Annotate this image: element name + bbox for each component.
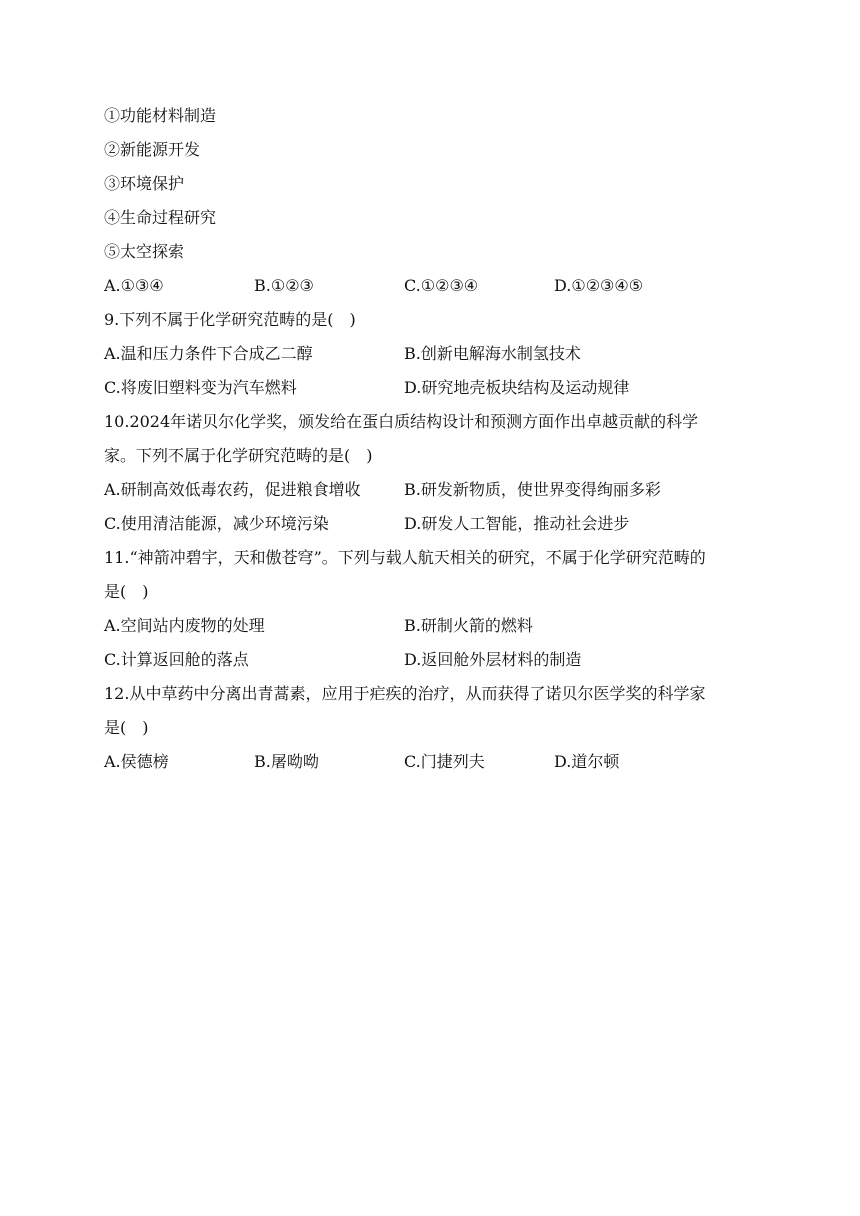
q12-option-b: B.屠呦呦 xyxy=(254,752,319,771)
q11-option-d: D.返回舱外层材料的制造 xyxy=(404,650,582,669)
q11-option-b: B.研制火箭的燃料 xyxy=(404,616,533,635)
q10-option-a: A.研制高效低毒农药，促进粮食增收 xyxy=(104,480,361,499)
q12-option-d: D.道尔顿 xyxy=(554,752,620,771)
q12-stem-line-1: 12.从中草药中分离出青蒿素，应用于疟疾的治疗，从而获得了诺贝尔医学奖的科学家 xyxy=(104,684,706,703)
q9-options-row-1 xyxy=(104,337,764,371)
q11-options-row-2 xyxy=(104,643,764,677)
q9-options-row-2 xyxy=(104,371,764,405)
q11-options-row-1 xyxy=(104,609,764,643)
q8-options xyxy=(104,269,764,303)
q10-options-row-1 xyxy=(104,473,764,507)
q10-stem-line-2: 家。下列不属于化学研究范畴的是( ) xyxy=(104,446,373,465)
q10-option-b: B.研发新物质，使世界变得绚丽多彩 xyxy=(404,480,661,499)
q8-item-1: ①功能材料制造 xyxy=(104,106,217,125)
q9-option-c: C.将废旧塑料变为汽车燃料 xyxy=(104,378,297,397)
q12-stem-line-2: 是( ) xyxy=(104,718,149,737)
q8-option-a: A.①③④ xyxy=(104,276,164,295)
q11-option-c: C.计算返回舱的落点 xyxy=(104,650,249,669)
q8-item-5: ⑤太空探索 xyxy=(104,242,185,261)
q11-stem-line-1: 11.“神箭冲碧宇，天和傲苍穹”。下列与载人航天相关的研究，不属于化学研究范畴的 xyxy=(104,548,706,567)
q10-options-row-2 xyxy=(104,507,764,541)
q9-stem: 9.下列不属于化学研究范畴的是( ) xyxy=(104,310,356,329)
q12-option-a: A.侯德榜 xyxy=(104,752,169,771)
q9-option-a: A.温和压力条件下合成乙二醇 xyxy=(104,344,313,363)
q12-option-c: C.门捷列夫 xyxy=(404,752,485,771)
q10-stem-line-1: 10.2024年诺贝尔化学奖，颁发给在蛋白质结构设计和预测方面作出卓越贡献的科学 xyxy=(104,412,699,431)
q8-option-c: C.①②③④ xyxy=(404,276,479,295)
q9-option-d: D.研究地壳板块结构及运动规律 xyxy=(404,378,630,397)
q10-option-d: D.研发人工智能，推动社会进步 xyxy=(404,514,630,533)
exam-page xyxy=(104,99,764,779)
q8-item-2: ②新能源开发 xyxy=(104,140,201,159)
q12-options xyxy=(104,745,764,779)
q11-stem-line-2: 是( ) xyxy=(104,582,149,601)
q11-option-a: A.空间站内废物的处理 xyxy=(104,616,265,635)
q9-option-b: B.创新电解海水制氢技术 xyxy=(404,344,581,363)
q8-item-4: ④生命过程研究 xyxy=(104,208,217,227)
q8-option-b: B.①②③ xyxy=(254,276,314,295)
q10-option-c: C.使用清洁能源，减少环境污染 xyxy=(104,514,329,533)
q8-item-3: ③环境保护 xyxy=(104,174,185,193)
q8-option-d: D.①②③④⑤ xyxy=(554,276,644,295)
